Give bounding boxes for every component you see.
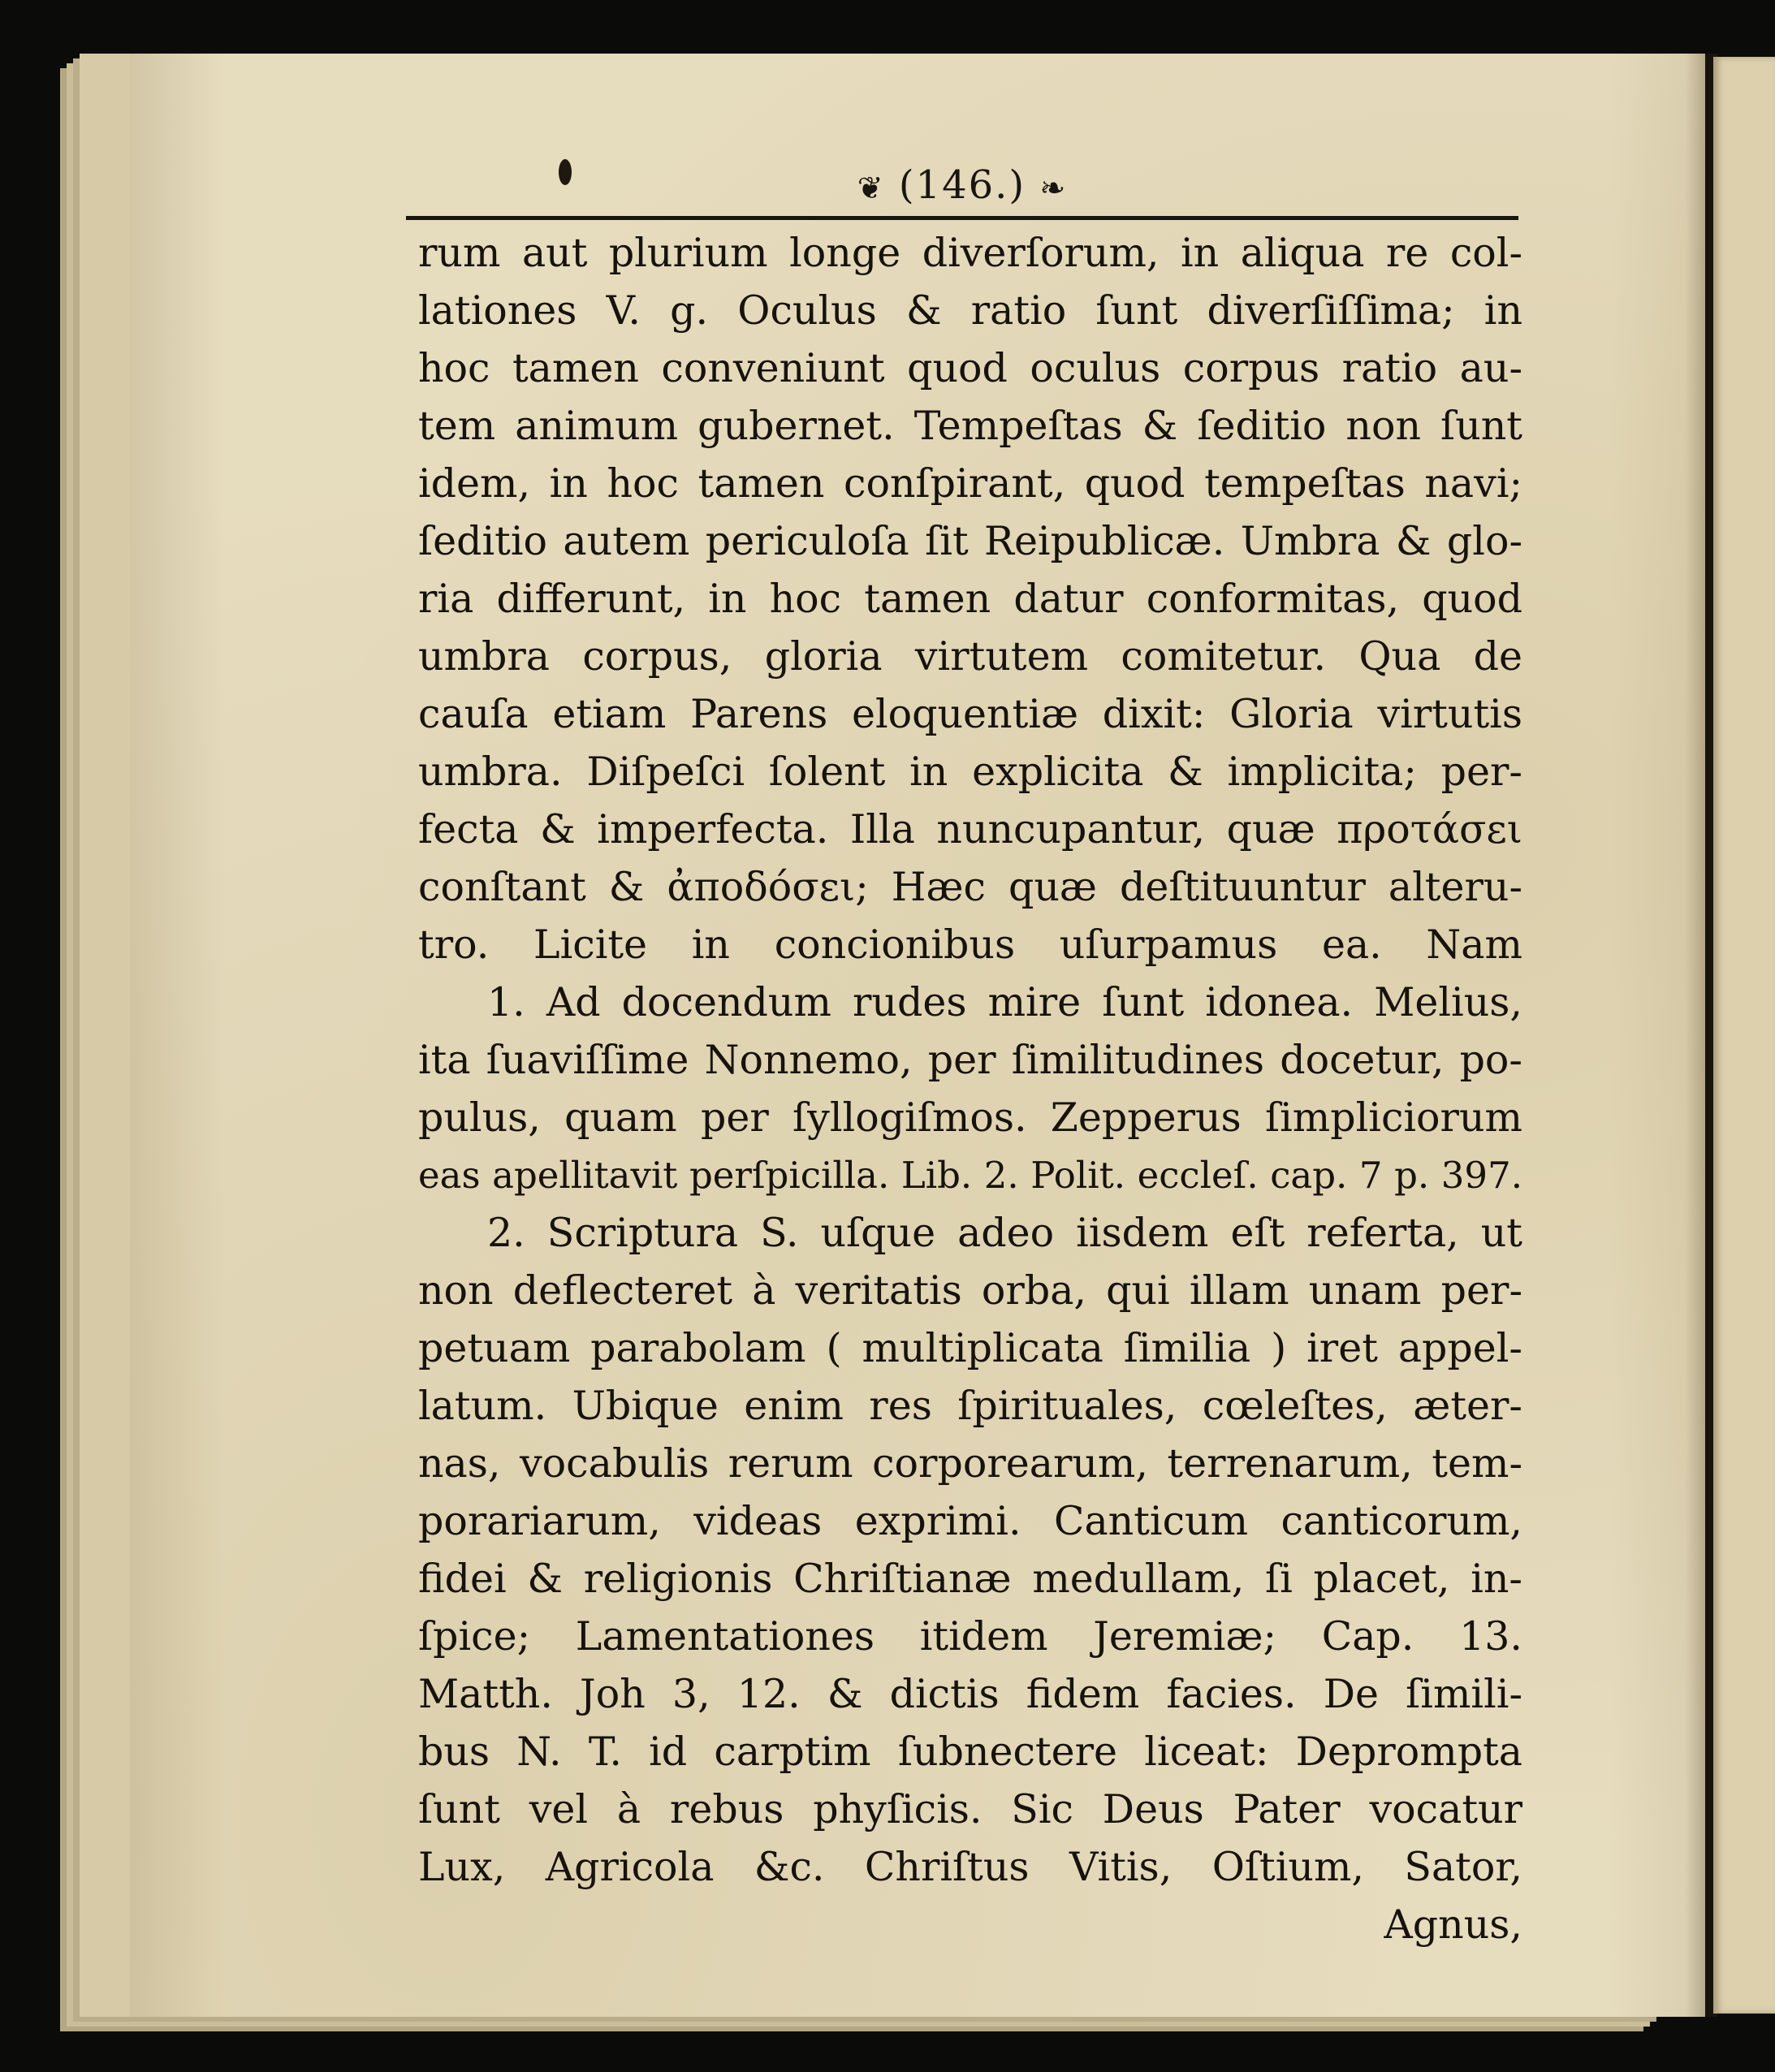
text-line: tro. Licite in concionibus uſurpamus ea. Nam xyxy=(418,922,1522,968)
text-line: fidei & religionis Chriſtianæ medullam, ſi placet, in- xyxy=(418,1556,1522,1602)
text-line: hoc tamen conveniunt quod oculus corpus ratio au- xyxy=(418,345,1522,391)
ornament-right-icon: ❧ xyxy=(1039,170,1068,206)
text-line: ſunt vel à rebus phyſicis. Sic Deus Pater vocatur xyxy=(418,1786,1522,1832)
gutter-shadow xyxy=(1685,54,1717,2017)
text-line: porariarum, videas exprimi. Canticum canticorum, xyxy=(418,1498,1522,1544)
page-header xyxy=(406,162,1518,219)
text-line: Lux, Agricola &c. Chriſtus Vitis, Oſtium, Sator, xyxy=(418,1844,1522,1890)
text-line: 1. Ad docendum rudes mire ſunt idonea. Melius, xyxy=(487,979,1522,1025)
text-line: cauſa etiam Parens eloquentiæ dixit: Gloria virtutis xyxy=(418,691,1522,737)
facing-page-edge xyxy=(1713,57,1775,2014)
text-line: non deflecteret à veritatis orba, qui illam unam per- xyxy=(418,1267,1522,1314)
text-line: petuam parabolam ( multiplicata ſimilia ) iret appel- xyxy=(418,1325,1522,1371)
ornament-left-icon: ❦ xyxy=(857,170,885,206)
text-line: ſeditio autem periculoſa ſit Reipublicæ. Umbra & glo- xyxy=(418,518,1522,564)
text-line: pulus, quam per ſyllogiſmos. Zepperus ſimpliciorum xyxy=(418,1094,1522,1141)
text-line: lationes V. g. Oculus & ratio ſunt diverſiſſima; in xyxy=(418,287,1522,334)
text-line: tem animum gubernet. Tempeſtas & ſeditio non ſunt xyxy=(418,403,1522,449)
page-number: (146.) xyxy=(898,162,1026,208)
text-line: 2. Scriptura S. uſque adeo iisdem eſt referta, ut xyxy=(487,1210,1522,1256)
text-line: ſpice; Lamentationes itidem Jeremiæ; Cap. 13. xyxy=(418,1613,1522,1660)
text-line: nas, vocabulis rerum corporearum, terrenarum, tem- xyxy=(418,1440,1522,1487)
text-line: umbra. Diſpeſci ſolent in explicita & implicita; per- xyxy=(418,749,1522,795)
text-line: latum. Ubique enim res ſpirituales, cœleſtes, æter- xyxy=(418,1383,1522,1429)
text-line: idem, in hoc tamen conſpirant, quod tempeſtas navi; xyxy=(418,460,1522,507)
body-text xyxy=(418,224,1522,1953)
text-line: ita ſuaviſſime Nonnemo, per ſimilitudines docetur, po- xyxy=(418,1037,1522,1083)
catchword: Agnus, xyxy=(1384,1901,1522,1948)
text-line: fecta & imperfecta. Illa nuncupantur, quæ προτάσει xyxy=(418,806,1522,853)
text-line: eas apellitavit perſpicilla. Lib. 2. Polit. eccleſ. cap. 7 p. 397. xyxy=(418,1154,1522,1197)
text-line: conſtant & ἀποδόσει; Hæc quæ deſtituuntur alteru- xyxy=(418,864,1522,910)
text-line: ria differunt, in hoc tamen datur conformitas, quod xyxy=(418,576,1522,622)
text-line: Matth. Joh 3, 12. & dictis fidem facies. De ſimili- xyxy=(418,1671,1522,1717)
text-line: umbra corpus, gloria virtutem comitetur. Qua de xyxy=(418,633,1522,680)
text-line: rum aut plurium longe diverſorum, in aliqua re col- xyxy=(418,230,1522,276)
text-line: bus N. T. id carptim ſubnectere liceat: Deprompta xyxy=(418,1729,1522,1775)
header-rule xyxy=(406,216,1518,220)
